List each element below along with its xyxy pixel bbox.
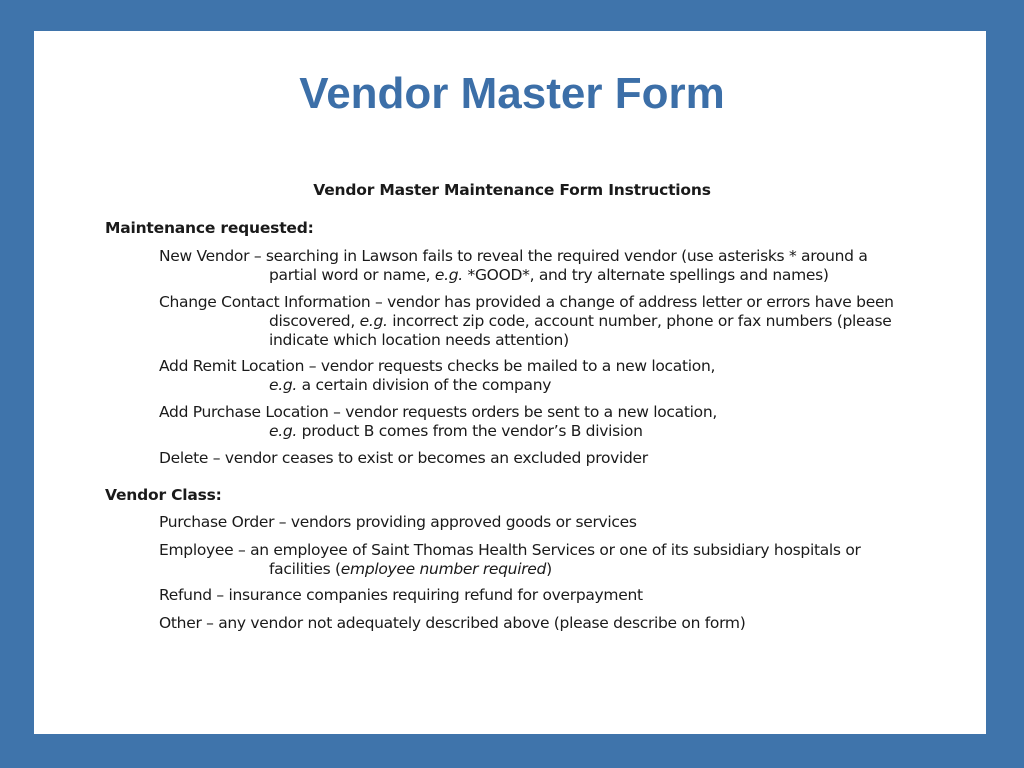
item-continuation: indicate which location needs attention) [269,331,569,349]
item-line: Other – any vendor not adequately described above (please describe on form) [159,614,746,632]
list-item-employee [159,541,919,579]
item-text: discovered, [269,312,360,330]
item-emphasis: e.g. [434,266,463,284]
item-continuation [159,422,919,441]
item-continuation [159,560,919,579]
section-heading-vendor-class: Vendor Class: [105,486,222,504]
section-heading-maintenance: Maintenance requested: [105,219,314,237]
item-text: ) [546,560,552,578]
item-line: Delete – vendor ceases to exist or becomes an excluded provider [159,449,648,467]
item-continuation [159,376,919,395]
item-text: *GOOD*, and try alternate spellings and names) [462,266,829,284]
item-text: partial word or name, [269,266,435,284]
item-line: Employee – an employee of Saint Thomas Health Services or one of its subsidiary hospitals or [159,541,861,559]
item-line: Add Purchase Location – vendor requests orders be sent to a new location, [159,403,717,421]
item-text: facilities ( [269,560,341,578]
item-text: product B comes from the vendor’s B division [297,422,643,440]
item-emphasis: e.g. [269,376,298,394]
item-emphasis: employee number required [340,560,547,578]
item-line: Refund – insurance companies requiring refund for overpayment [159,586,643,604]
list-item-refund [159,586,919,605]
item-text: incorrect zip code, account number, phone or fax numbers (please [387,312,892,330]
item-text: a certain division of the company [297,376,552,394]
list-item-add-purchase [159,403,919,441]
item-emphasis: e.g. [359,312,388,330]
list-item-delete [159,449,919,468]
slide-title: Vendor Master Form [299,69,725,118]
item-line: Add Remit Location – vendor requests checks be mailed to a new location, [159,357,716,375]
list-item-new-vendor [159,247,919,285]
item-line: Purchase Order – vendors providing approved goods or services [159,513,637,531]
list-item-other [159,614,919,633]
item-continuation [159,312,919,331]
item-line: Change Contact Information – vendor has provided a change of address letter or errors have been [159,293,894,311]
list-item-change-contact [159,293,919,350]
item-emphasis: e.g. [269,422,298,440]
document-title: Vendor Master Maintenance Form Instructions [313,181,711,199]
item-line: New Vendor – searching in Lawson fails to reveal the required vendor (use asterisks * around a [159,247,868,265]
list-item-purchase-order [159,513,919,532]
item-continuation [159,266,919,285]
list-item-add-remit [159,357,919,395]
